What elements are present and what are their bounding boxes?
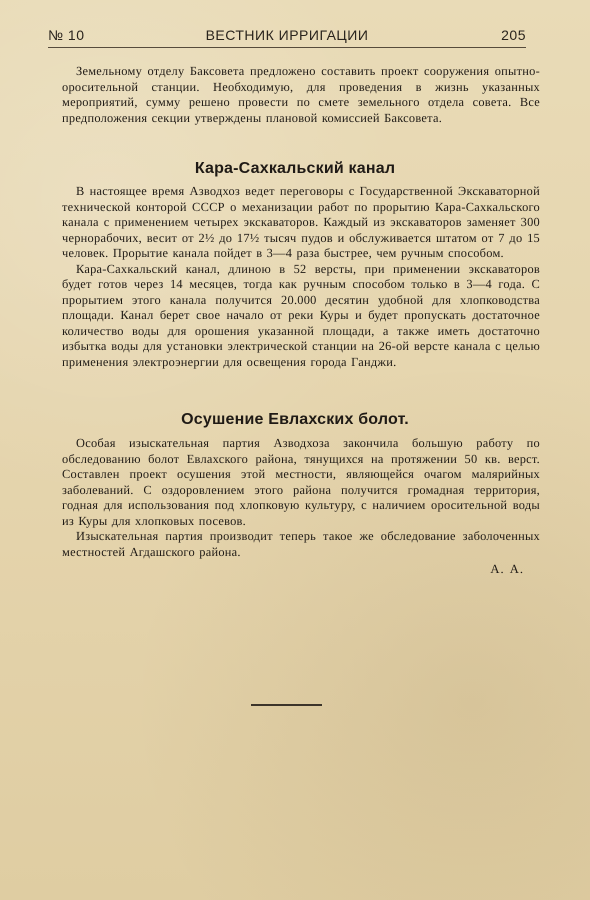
intro-section xyxy=(62,64,540,126)
page-header xyxy=(48,26,526,48)
section-title-kara: Кара-Сахкальский канал xyxy=(194,160,396,177)
kara-section xyxy=(62,184,540,370)
kara-paragraph-1: В настоящее время Азводхоз ведет переговоры с Государственной Экскаваторной технической конторой СССР о механизации работ по прорытию Кара-Сахкальского канала с применением четырех экскаваторов. Каждый из экскаваторов заменяет 300 чернорабочих, весит от 2½ до 17½ тысяч пудов и обслуживается штатом от 7 до 15 человек. Прорытие канала пойдет в 3—4 раза быстрее, чем ручным способом. xyxy=(62,184,540,260)
header-rule xyxy=(48,47,526,48)
journal-title: ВЕСТНИК ИРРИГАЦИИ xyxy=(205,27,369,43)
evlakh-section xyxy=(62,436,540,578)
closing-rule xyxy=(251,704,322,706)
author-signature: А. А. xyxy=(490,562,524,576)
intro-paragraph: Земельному отделу Баксовета предложено составить проект сооружения опытно-оросительной станции. Необходимую, для проведения в жизнь указанных мероприятий, сумму решено провести по смете земельного отдела совета. Все предположения секции утверждены плановой комиссией Баксовета. xyxy=(62,64,540,125)
issue-number: № 10 xyxy=(48,27,85,43)
section-title-evlakh: Осушение Евлахских болот. xyxy=(181,411,409,428)
page-number: 205 xyxy=(501,27,526,43)
evlakh-paragraph-2: Изыскательная партия производит теперь такое же обследование заболоченных местностей Агдашского района. xyxy=(62,529,540,559)
kara-paragraph-2: Кара-Сахкальский канал, длиною в 52 версты, при применении экскаваторов будет готов через 14 месяцев, тогда как ручным способом только в 3—4 года. С прорытием этого канала получится 20.000 десятин удобной для хлопководства площади. Канал берет свое начало от реки Куры и будет пропускать достаточное количество воды для орошения указанной площади, а также иметь достаточно избытка воды для установки электрической станции на 26-ой версте канала с целью применения электроэнергии для освещения города Ганджи. xyxy=(62,261,540,369)
evlakh-paragraph-1: Особая изыскательная партия Азводхоза закончила большую работу по обследованию болот Евлахского района, тянущихся на протяжении 50 кв. верст. Составлен проект осушения этой местности, являющейся очагом малярийных заболеваний. С оздоровлением этого района получится громадная территория, годная для использования под хлопковую культуру, с наличием оросительной воды из Куры для хлопковых посевов. xyxy=(62,436,540,528)
